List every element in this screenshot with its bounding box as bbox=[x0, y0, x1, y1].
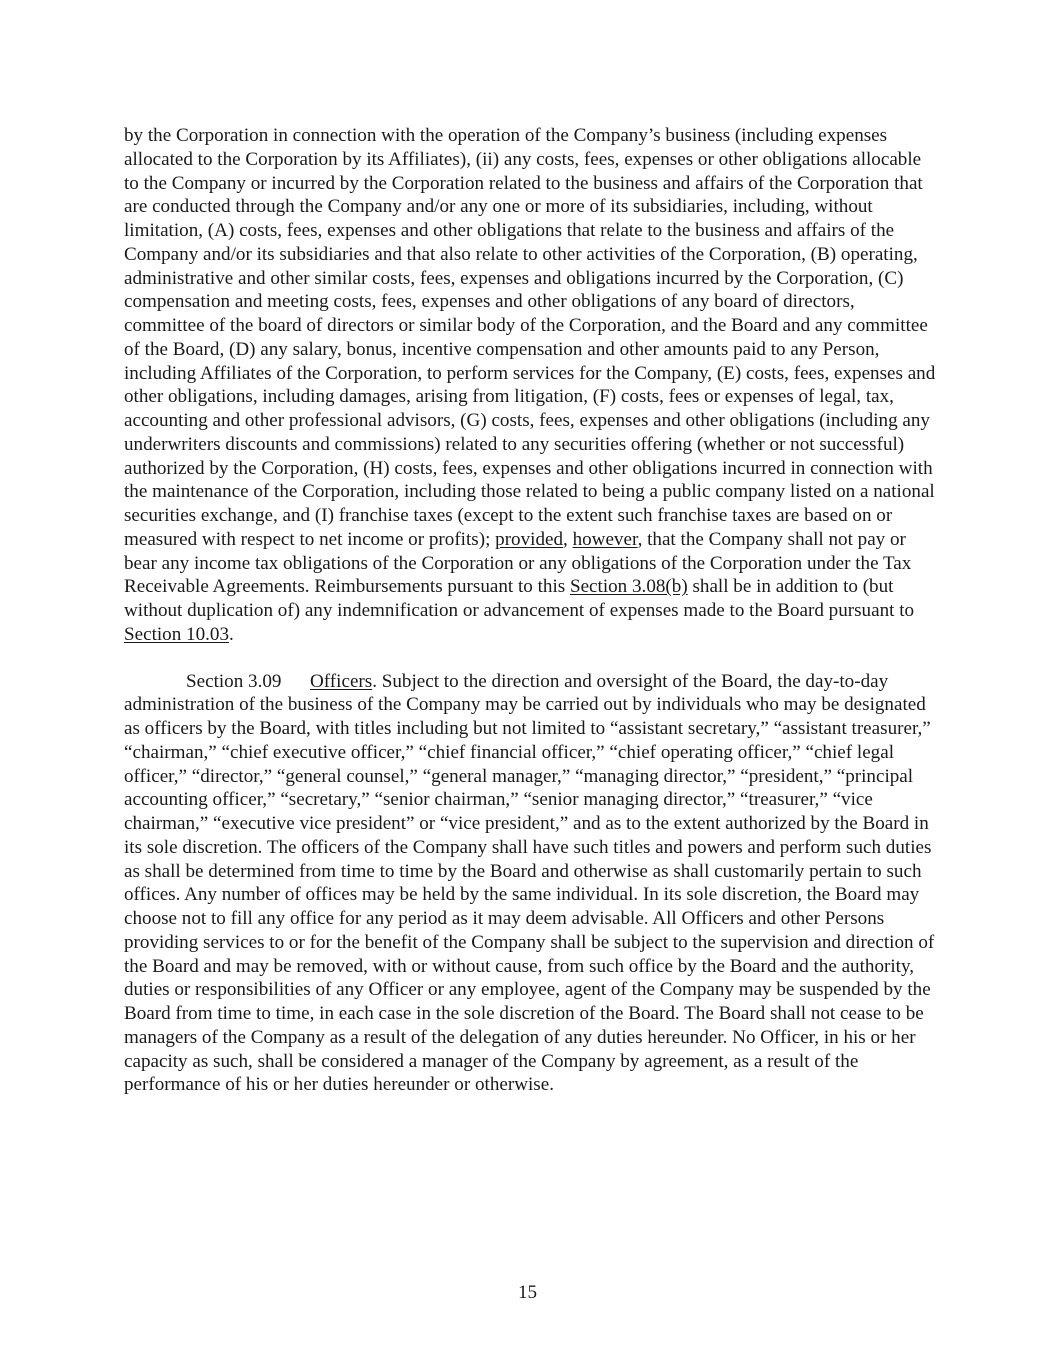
term-provided: provided bbox=[495, 528, 564, 550]
term-however: however bbox=[572, 528, 638, 550]
section-reference-3-08b: Section 3.08(b) bbox=[569, 576, 688, 598]
paragraph-text: shall be in addition to (but without duplication of) any indemnification or advancement of expenses made to the Board pursuant to bbox=[124, 576, 915, 621]
paragraph-text: by the Corporation in connection with the operation of the Company’s business (including expenses allocated to the Corporation by its Affiliates), (ii) any costs, fees, expenses or other obligations allocable to the Company or incurred by the Corporation related to the business and affairs of the Corporation that are conducted through the Company and/or any one or more of its subsidiaries, including, without limitation, (A) costs, fees, expenses and other obligations that relate to the business and affairs of the Company and/or its subsidiaries and that also relate to other activities of the Corporation, (B) operating, administrative and other similar costs, fees, expenses and obligations incurred by the Corporation, (C) compensation and meeting costs, fees, expenses and other obligations of any board of directors, committee of the board of directors or similar body of the Corporation, and the Board and any committee of the Board, (D) any salary, bonus, incentive compensation and other amounts paid to any Person, including Affiliates of the Corporation, to perform services for the Company, (E) costs, fees, expenses and other obligations, including damages, arising from litigation, (F) costs, fees or expenses of legal, tax, accounting and other professional advisors, (G) costs, fees, expenses and other obligations (including any underwriters discounts and commissions) related to any securities offering (whether or not successful) authorized by the Corporation, (H) costs, fees, expenses and other obligations incurred in connection with the maintenance of the Corporation, including those related to being a public company listed on a national securities exchange, and (I) franchise taxes (except to the extent such franchise taxes are based on or measured with respect to net income or profits); bbox=[124, 125, 936, 550]
paragraph-expenses bbox=[124, 124, 936, 647]
paragraph-text: . Subject to the direction and oversight of the Board, the day-to-day administration of the business of the Company may be carried out by individuals who may be designated as officers by the Board, with titles including but not limited to “assistant secretary,” “assistant treasurer,” “chairman,” “chief executive officer,” “chief financial officer,” “chief operating officer,” “chief legal officer,” “director,” “general counsel,” “general manager,” “managing director,” “president,” “principal accounting officer,” “secretary,” “senior chairman,” “senior managing director,” “treasurer,” “vice chairman,” “executive vice president” or “vice president,” and as to the extent authorized by the Board in its sole discretion. The officers of the Company shall have such titles and powers and perform such duties as shall be determined from time to time by the Board and otherwise as shall customarily pertain to such offices. Any number of offices may be held by the same individual. In its sole discretion, the Board may choose not to fill any office for any period as it may deem advisable. All Officers and other Persons providing services to or for the benefit of the Company shall be subject to the supervision and direction of the Board and may be removed, with or without cause, from such office by the Board and the authority, duties or responsibilities of any Officer or any employee, agent of the Company may be suspended by the Board from time to time, in each case in the sole discretion of the Board. The Board shall not cease to be managers of the Company as a result of the delegation of any duties hereunder. No Officer, in his or her capacity as such, shall be considered a manager of the Company by agreement, as a result of the performance of his or her duties hereunder or otherwise. bbox=[124, 670, 935, 1096]
paragraph-text: , bbox=[563, 528, 573, 550]
paragraph-text: . bbox=[229, 623, 234, 645]
page-number: 15 bbox=[517, 1282, 538, 1303]
section-number: Section 3.09 bbox=[186, 670, 282, 692]
paragraph-text: , that the Company shall not pay or bear any income tax obligations of the Corporation or any obligations of the Corporation under the Tax Receivable Agreements. Reimbursements pursuant to this bbox=[124, 528, 912, 598]
section-reference-10-03: Section 10.03 bbox=[124, 623, 230, 645]
paragraph-officers bbox=[124, 670, 936, 1098]
section-heading: Officers bbox=[310, 670, 373, 692]
document-page bbox=[124, 124, 936, 1097]
